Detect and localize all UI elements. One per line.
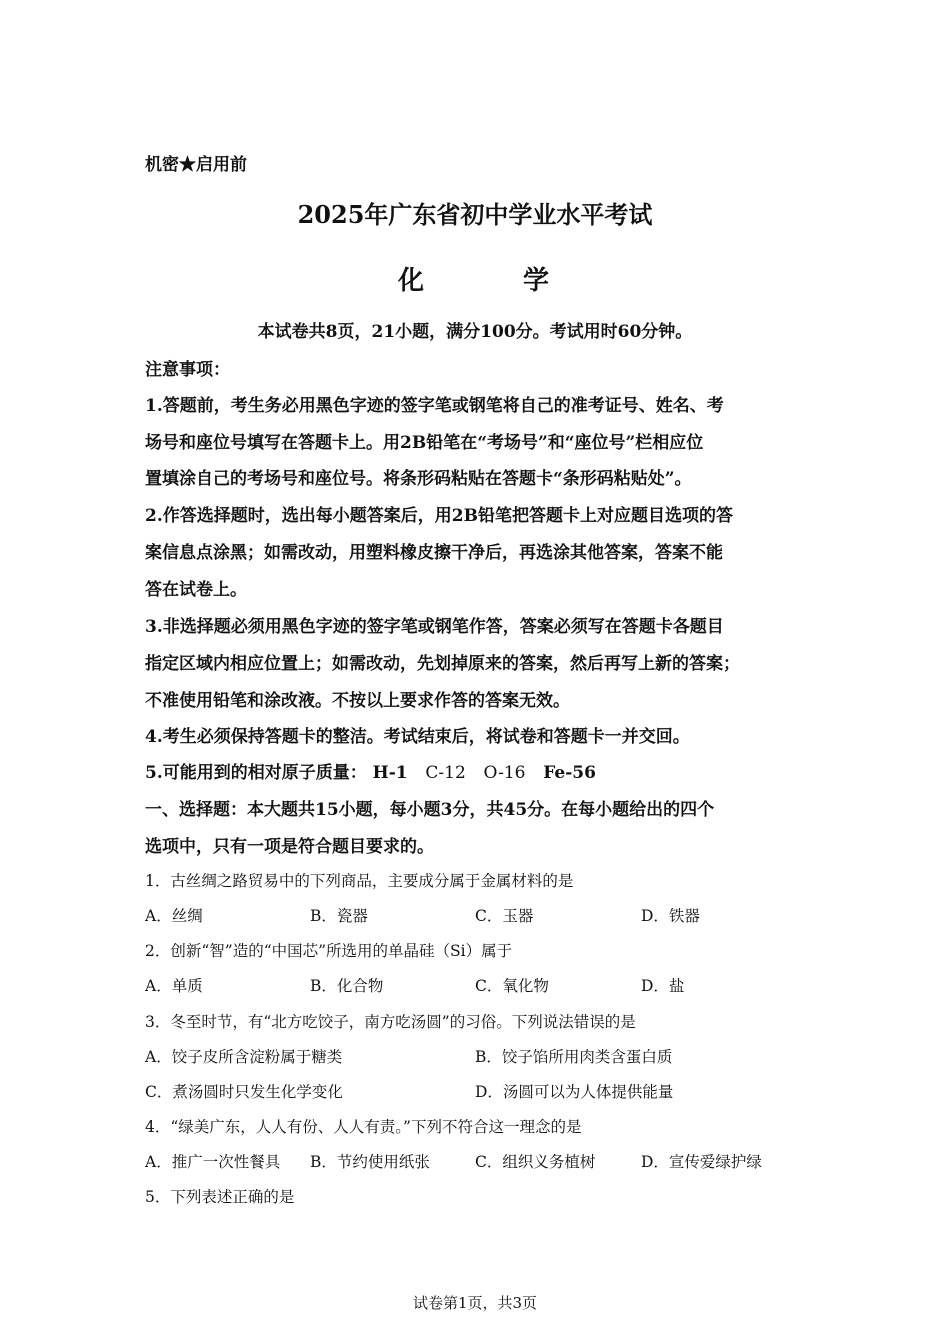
notes-heading: 注意事项： bbox=[145, 360, 230, 380]
question-4-option-c: C．组织义务植树 bbox=[475, 1153, 596, 1171]
question-2-option-c: C．氧化物 bbox=[475, 977, 549, 995]
question-2-stem: 2．创新“智”造的“中国芯”所选用的单晶硅（Si）属于 bbox=[145, 942, 513, 960]
subject-char-1: 化 bbox=[398, 266, 425, 296]
exam-title: 2025年广东省初中学业水平考试 bbox=[297, 200, 653, 229]
question-1-option-d: D．铁器 bbox=[641, 907, 700, 925]
notes-line: 4.考生必须保持答题卡的整洁。考试结束后，将试卷和答题卡一并交回。 bbox=[145, 727, 690, 747]
question-4-stem: 4．“绿美广东，人人有份、人人有责。”下列不符合这一理念的是 bbox=[145, 1118, 582, 1136]
question-1-stem: 1．古丝绸之路贸易中的下列商品，主要成分属于金属材料的是 bbox=[145, 872, 574, 890]
question-4-option-a: A．推广一次性餐具 bbox=[145, 1153, 281, 1171]
question-5-stem: 5．下列表述正确的是 bbox=[145, 1188, 295, 1206]
notes-line: 1.答题前，考生务必用黑色字迹的签字笔或钢笔将自己的准考证号、姓名、考 bbox=[145, 396, 724, 416]
question-1-option-b: B．瓷器 bbox=[310, 907, 368, 925]
question-3-option-a: A．饺子皮所含淀粉属于糖类 bbox=[145, 1048, 343, 1066]
question-4-option-d: D．宣传爱绿护绿 bbox=[641, 1153, 762, 1171]
notes-line: 答在试卷上。 bbox=[145, 580, 247, 600]
atomic-mass-line bbox=[145, 758, 596, 783]
atomic-mass-fe: Fe-56 bbox=[543, 763, 596, 783]
notes-line: 案信息点涂黑；如需改动，用塑料橡皮擦干净后，再选涂其他答案，答案不能 bbox=[145, 543, 723, 563]
atomic-mass-prefix: 5.可能用到的相对原子质量： bbox=[145, 763, 367, 783]
question-1-option-c: C．玉器 bbox=[475, 907, 534, 925]
atomic-mass-o: O-16 bbox=[483, 763, 526, 783]
question-3-option-d: D．汤圆可以为人体提供能量 bbox=[475, 1083, 674, 1101]
notes-line: 场号和座位号填写在答题卡上。用2B铅笔在“考场号”和“座位号”栏相应位 bbox=[145, 433, 704, 453]
question-2-option-b: B．化合物 bbox=[310, 977, 384, 995]
question-1-option-a: A．丝绸 bbox=[145, 907, 203, 925]
section-heading-line: 选项中，只有一项是符合题目要求的。 bbox=[145, 837, 434, 857]
page-footer: 试卷第1页，共3页 bbox=[412, 1294, 538, 1312]
question-3-option-c: C．煮汤圆时只发生化学变化 bbox=[145, 1083, 343, 1101]
atomic-mass-c: C-12 bbox=[425, 763, 466, 783]
atomic-mass-h: H-1 bbox=[372, 763, 408, 783]
notes-line: 指定区域内相应位置上；如需改动，先划掉原来的答案，然后再写上新的答案； bbox=[145, 654, 740, 674]
question-2-option-a: A．单质 bbox=[145, 977, 203, 995]
subject-char-2: 学 bbox=[523, 266, 550, 296]
notes-line: 2.作答选择题时，选出每小题答案后，用2B铅笔把答题卡上对应题目选项的答 bbox=[145, 506, 733, 526]
notes-line: 置填涂自己的考场号和座位号。将条形码粘贴在答题卡“条形码粘贴处”。 bbox=[145, 469, 692, 489]
question-2-option-d: D．盐 bbox=[641, 977, 685, 995]
exam-intro: 本试卷共8页，21小题，满分100分。考试用时60分钟。 bbox=[257, 322, 693, 342]
notes-line: 不准使用铅笔和涂改液。不按以上要求作答的答案无效。 bbox=[145, 691, 570, 711]
question-4-option-b: B．节约使用纸张 bbox=[310, 1153, 430, 1171]
secret-mark: 机密★启用前 bbox=[145, 155, 247, 175]
question-3-option-b: B．饺子馅所用肉类含蛋白质 bbox=[475, 1048, 673, 1066]
section-heading-line: 一、选择题：本大题共15小题，每小题3分，共45分。在每小题给出的四个 bbox=[145, 800, 715, 820]
question-3-stem: 3．冬至时节，有“北方吃饺子，南方吃汤圆”的习俗。下列说法错误的是 bbox=[145, 1013, 636, 1031]
notes-line: 3.非选择题必须用黑色字迹的签字笔或钢笔作答，答案必须写在答题卡各题目 bbox=[145, 617, 724, 637]
